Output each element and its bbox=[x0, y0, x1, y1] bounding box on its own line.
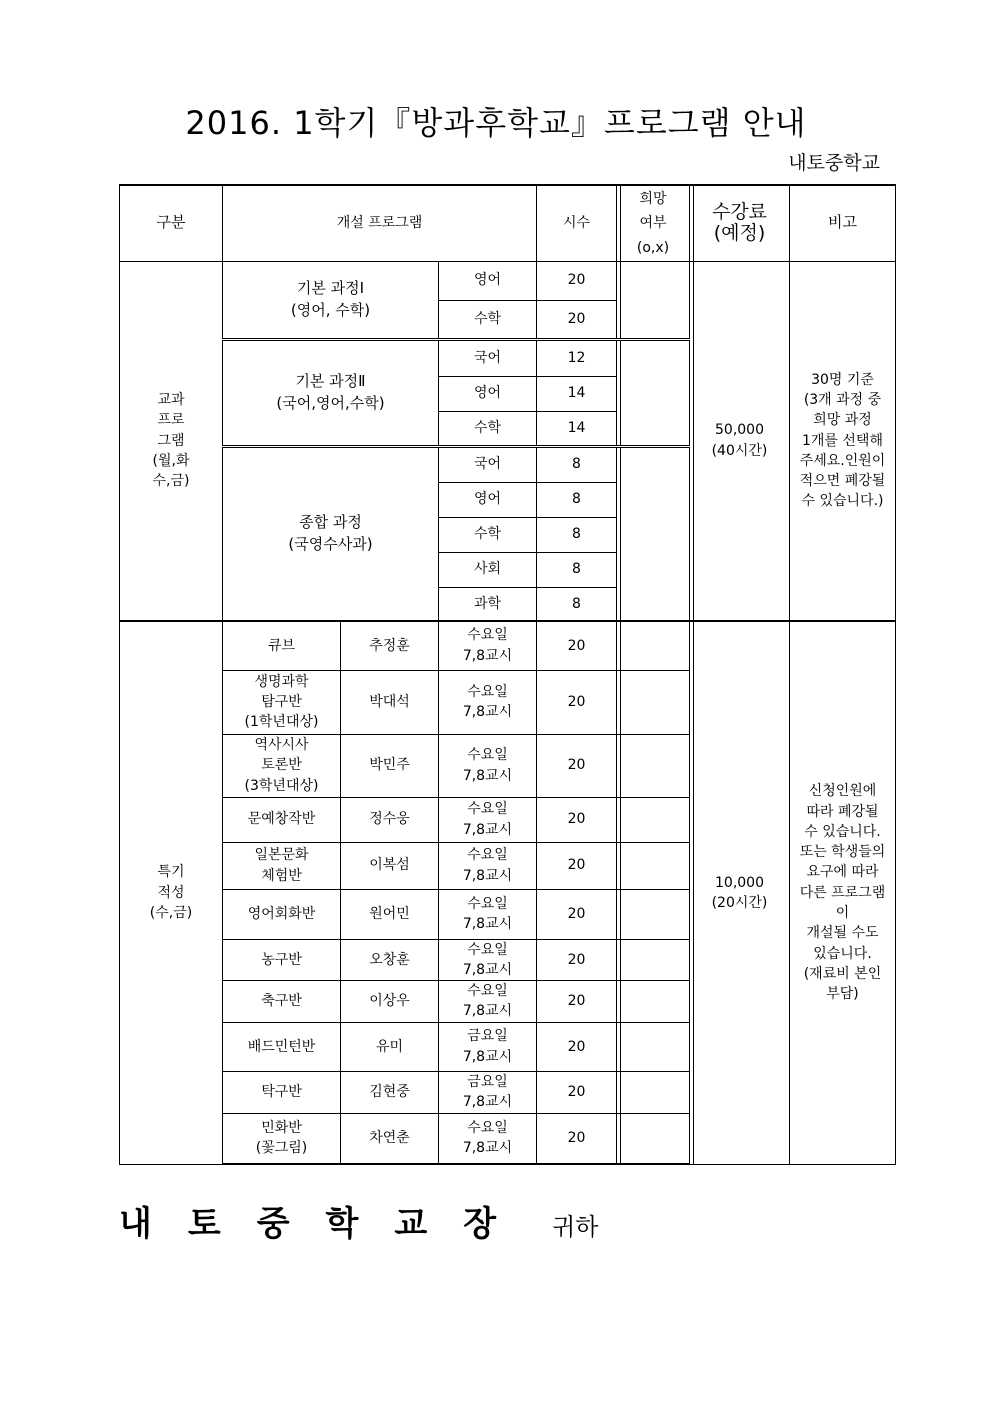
subject-category: 교과 프로 그램 (월,화 수,금) bbox=[120, 261, 223, 621]
special-hours: 20 bbox=[537, 981, 617, 1023]
header-wish: 희망 여부 (o,x) bbox=[617, 185, 690, 261]
special-name: 민화반 (꽃그림) bbox=[223, 1113, 341, 1164]
special-wish-cell[interactable] bbox=[617, 734, 690, 797]
page-title: 2016. 1학기『방과후학교』프로그램 안내 bbox=[185, 104, 807, 142]
special-teacher: 차연춘 bbox=[341, 1113, 439, 1164]
subject-note: 30명 기준 (3개 과정 중 희망 과정 1개를 선택해 주세요.인원이 적으면 폐강될 수 있습니다.) bbox=[790, 261, 896, 621]
special-teacher: 김현중 bbox=[341, 1071, 439, 1113]
header-category: 구분 bbox=[120, 185, 223, 261]
special-name: 문예창작반 bbox=[223, 797, 341, 842]
course2-hours: 12 bbox=[537, 339, 617, 376]
special-time: 수요일 7,8교시 bbox=[439, 797, 537, 842]
course3-hours: 8 bbox=[537, 552, 617, 587]
course2-wish-cell[interactable] bbox=[617, 339, 690, 446]
special-time: 수요일 7,8교시 bbox=[439, 939, 537, 981]
course2-name: 기본 과정Ⅱ (국어,영어,수학) bbox=[223, 339, 439, 446]
special-wish-cell[interactable] bbox=[617, 842, 690, 889]
course2-subject: 수학 bbox=[439, 411, 537, 446]
special-name: 역사시사 토론반 (3학년대상) bbox=[223, 734, 341, 797]
school-name: 내토중학교 bbox=[788, 152, 880, 174]
header-program: 개설 프로그램 bbox=[223, 185, 537, 261]
special-wish-cell[interactable] bbox=[617, 670, 690, 734]
table-row bbox=[120, 621, 896, 670]
table-header-row bbox=[120, 185, 896, 261]
special-time: 금요일 7,8교시 bbox=[439, 1071, 537, 1113]
special-hours: 20 bbox=[537, 734, 617, 797]
special-hours: 20 bbox=[537, 1022, 617, 1071]
special-name: 탁구반 bbox=[223, 1071, 341, 1113]
special-teacher: 박대석 bbox=[341, 670, 439, 734]
special-wish-cell[interactable] bbox=[617, 1071, 690, 1113]
special-time: 수요일 7,8교시 bbox=[439, 889, 537, 939]
special-name: 큐브 bbox=[223, 621, 341, 670]
special-wish-cell[interactable] bbox=[617, 889, 690, 939]
course2-subject: 영어 bbox=[439, 376, 537, 411]
course3-hours: 8 bbox=[537, 587, 617, 621]
special-time: 수요일 7,8교시 bbox=[439, 842, 537, 889]
special-hours: 20 bbox=[537, 889, 617, 939]
subject-fee: 50,000 (40시간) bbox=[690, 261, 790, 621]
special-name: 생명과학 탐구반 (1학년대상) bbox=[223, 670, 341, 734]
special-wish-cell[interactable] bbox=[617, 621, 690, 670]
special-hours: 20 bbox=[537, 939, 617, 981]
special-wish-cell[interactable] bbox=[617, 1113, 690, 1164]
special-wish-cell[interactable] bbox=[617, 939, 690, 981]
course3-subject: 과학 bbox=[439, 587, 537, 621]
special-teacher: 오창훈 bbox=[341, 939, 439, 981]
special-time: 수요일 7,8교시 bbox=[439, 734, 537, 797]
special-teacher: 이복섬 bbox=[341, 842, 439, 889]
course3-subject: 수학 bbox=[439, 517, 537, 552]
special-time: 수요일 7,8교시 bbox=[439, 670, 537, 734]
course3-hours: 8 bbox=[537, 446, 617, 482]
special-wish-cell[interactable] bbox=[617, 981, 690, 1023]
principal-title: 내토중학교장 bbox=[119, 1204, 533, 1244]
course3-subject: 영어 bbox=[439, 482, 537, 517]
special-name: 축구반 bbox=[223, 981, 341, 1023]
special-teacher: 정수웅 bbox=[341, 797, 439, 842]
addressee-suffix: 귀하 bbox=[552, 1213, 599, 1241]
course3-hours: 8 bbox=[537, 517, 617, 552]
special-hours: 20 bbox=[537, 797, 617, 842]
special-hours: 20 bbox=[537, 670, 617, 734]
header-fee: 수강료 (예정) bbox=[690, 185, 790, 261]
special-wish-cell[interactable] bbox=[617, 1022, 690, 1071]
course2-hours: 14 bbox=[537, 411, 617, 446]
special-time: 수요일 7,8교시 bbox=[439, 1113, 537, 1164]
special-teacher: 추정훈 bbox=[341, 621, 439, 670]
program-table bbox=[119, 184, 896, 1165]
special-hours: 20 bbox=[537, 1071, 617, 1113]
special-time: 금요일 7,8교시 bbox=[439, 1022, 537, 1071]
special-teacher: 이상우 bbox=[341, 981, 439, 1023]
special-note: 신청인원에 따라 폐강될 수 있습니다. 또는 학생들의 요구에 따라 다른 프로그램이 개설될 수도 있습니다. (재료비 본인 부담) bbox=[790, 621, 896, 1164]
course2-subject: 국어 bbox=[439, 339, 537, 376]
course1-subject: 수학 bbox=[439, 300, 537, 339]
special-name: 농구반 bbox=[223, 939, 341, 981]
course1-wish-cell[interactable] bbox=[617, 261, 690, 339]
course1-name: 기본 과정Ⅰ (영어, 수학) bbox=[223, 261, 439, 339]
course2-hours: 14 bbox=[537, 376, 617, 411]
header-note: 비고 bbox=[790, 185, 896, 261]
course3-wish-cell[interactable] bbox=[617, 446, 690, 621]
special-teacher: 원어민 bbox=[341, 889, 439, 939]
special-hours: 20 bbox=[537, 621, 617, 670]
footer bbox=[119, 1196, 598, 1245]
course3-name: 종합 과정 (국영수사과) bbox=[223, 446, 439, 621]
course1-hours: 20 bbox=[537, 300, 617, 339]
course1-hours: 20 bbox=[537, 261, 617, 300]
special-teacher: 박민주 bbox=[341, 734, 439, 797]
special-fee: 10,000 (20시간) bbox=[690, 621, 790, 1164]
special-name: 배드민턴반 bbox=[223, 1022, 341, 1071]
special-category: 특기 적성 (수,금) bbox=[120, 621, 223, 1164]
special-wish-cell[interactable] bbox=[617, 797, 690, 842]
special-hours: 20 bbox=[537, 842, 617, 889]
special-hours: 20 bbox=[537, 1113, 617, 1164]
special-teacher: 유미 bbox=[341, 1022, 439, 1071]
header-hours: 시수 bbox=[537, 185, 617, 261]
special-name: 일본문화 체험반 bbox=[223, 842, 341, 889]
special-time: 수요일 7,8교시 bbox=[439, 981, 537, 1023]
table-row bbox=[120, 261, 896, 300]
course3-subject: 사회 bbox=[439, 552, 537, 587]
special-name: 영어회화반 bbox=[223, 889, 341, 939]
course3-subject: 국어 bbox=[439, 446, 537, 482]
special-time: 수요일 7,8교시 bbox=[439, 621, 537, 670]
course1-subject: 영어 bbox=[439, 261, 537, 300]
course3-hours: 8 bbox=[537, 482, 617, 517]
